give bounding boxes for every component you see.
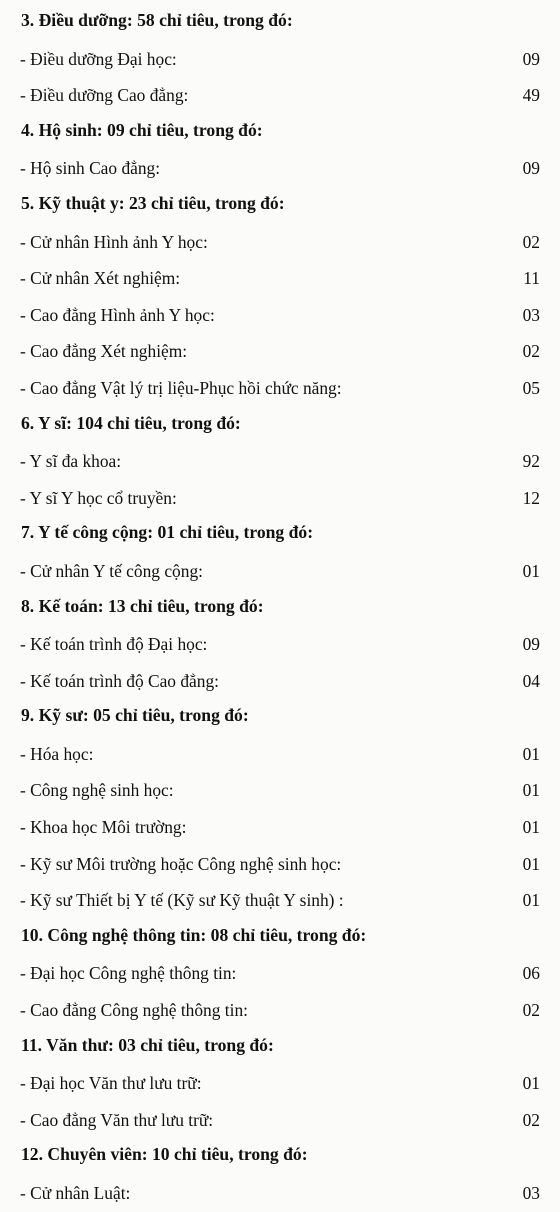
- section-heading-row: [0, 4, 560, 41]
- quota-item-label: - Y sĩ đa khoa:: [20, 451, 122, 472]
- quota-item-row: [0, 955, 560, 992]
- quota-item-row: [0, 41, 560, 78]
- quota-item-label: - Y sĩ Y học cổ truyền:: [20, 487, 177, 508]
- quota-item-label: - Cử nhân Luật:: [20, 1183, 131, 1203]
- section-heading: 11. Văn thư: 03 chỉ tiêu, trong đó:: [21, 1034, 274, 1055]
- quota-item-label: - Cử nhân Y tế công cộng:: [20, 560, 203, 581]
- section-heading-row: [0, 187, 560, 224]
- quota-item-value: 01: [522, 853, 540, 874]
- quota-item-value: 03: [522, 304, 540, 325]
- quota-item-row: [0, 809, 560, 846]
- quota-item-label: - Cử nhân Hình ảnh Y học:: [20, 231, 208, 252]
- quota-item-value: 11: [523, 268, 540, 289]
- section-heading: 5. Kỹ thuật y: 23 chỉ tiêu, trong đó:: [21, 192, 285, 213]
- quota-item-value: 01: [522, 780, 540, 801]
- quota-item-row: [0, 333, 560, 370]
- quota-item-label: - Khoa học Môi trường:: [20, 817, 187, 838]
- quota-item-row: [0, 224, 560, 261]
- quota-item-value: 04: [522, 670, 540, 691]
- section-heading: 6. Y sĩ: 104 chỉ tiêu, trong đó:: [21, 412, 241, 433]
- section-heading: 9. Kỹ sư: 05 chỉ tiêu, trong đó:: [21, 705, 249, 726]
- quota-item-row: [0, 370, 560, 407]
- section-heading-row: [0, 1138, 560, 1175]
- quota-item-row: [0, 150, 560, 187]
- quota-item-value: 03: [522, 1183, 540, 1203]
- quota-item-value: 01: [522, 817, 540, 838]
- quota-item-row: [0, 553, 560, 590]
- section-heading-row: [0, 919, 560, 956]
- quota-item-label: - Cao đẳng Xét nghiệm:: [20, 341, 188, 362]
- section-heading-row: [0, 516, 560, 553]
- quota-item-label: - Kỹ sư Thiết bị Y tế (Kỹ sư Kỹ thuật Y sinh) :: [20, 890, 344, 911]
- quota-item-label: - Kế toán trình độ Cao đẳng:: [20, 670, 219, 691]
- quota-item-label: - Hộ sinh Cao đẳng:: [20, 158, 161, 179]
- section-heading: 8. Kế toán: 13 chỉ tiêu, trong đó:: [21, 595, 264, 616]
- quota-item-label: - Cao đẳng Văn thư lưu trữ:: [20, 1109, 214, 1130]
- quota-item-label: - Cao đẳng Công nghệ thông tin:: [20, 1000, 248, 1021]
- quota-item-row: [0, 480, 560, 517]
- quota-item-label: - Điều dưỡng Đại học:: [20, 48, 177, 69]
- quota-item-row: [0, 772, 560, 809]
- quota-item-value: 02: [522, 341, 540, 362]
- quota-item-value: 09: [522, 158, 540, 179]
- quota-item-value: 01: [522, 1073, 540, 1094]
- quota-item-row: [0, 992, 560, 1029]
- quota-item-value: 09: [522, 48, 540, 69]
- quota-item-value: 01: [522, 743, 540, 764]
- quota-item-row: [0, 1102, 560, 1139]
- document-page: [0, 4, 560, 1212]
- section-heading-row: [0, 699, 560, 736]
- section-heading: 3. Điều dưỡng: 58 chỉ tiêu, trong đó:: [21, 10, 293, 30]
- section-heading: 7. Y tế công cộng: 01 chỉ tiêu, trong đó:: [21, 522, 314, 543]
- section-heading: 10. Công nghệ thông tin: 08 chỉ tiêu, trong đó:: [21, 924, 367, 945]
- section-heading: 12. Chuyên viên: 10 chỉ tiêu, trong đó:: [21, 1144, 308, 1165]
- quota-item-value: 02: [522, 1000, 540, 1021]
- quota-item-row: [0, 626, 560, 663]
- quota-item-label: - Hóa học:: [20, 743, 94, 764]
- quota-item-label: - Kế toán trình độ Đại học:: [20, 634, 208, 655]
- quota-item-value: 02: [522, 231, 540, 252]
- quota-item-value: 09: [522, 634, 540, 655]
- quota-item-row: [0, 260, 560, 297]
- quota-item-row: [0, 443, 560, 480]
- quota-item-label: - Đại học Văn thư lưu trữ:: [20, 1073, 202, 1094]
- quota-item-value: 01: [522, 890, 540, 911]
- section-heading-row: [0, 1029, 560, 1066]
- quota-item-label: - Kỹ sư Môi trường hoặc Công nghệ sinh học:: [20, 853, 342, 874]
- section-heading-row: [0, 407, 560, 444]
- quota-item-value: 01: [522, 560, 540, 581]
- quota-item-value: 92: [522, 451, 540, 472]
- quota-item-row: [0, 663, 560, 700]
- quota-item-value: 12: [522, 487, 540, 508]
- quota-item-label: - Công nghệ sinh học:: [20, 780, 174, 801]
- section-heading: 4. Hộ sinh: 09 chỉ tiêu, trong đó:: [21, 119, 263, 140]
- quota-item-label: - Đại học Công nghệ thông tin:: [20, 963, 237, 984]
- quota-item-label: - Điều dưỡng Cao đẳng:: [20, 85, 189, 106]
- quota-item-label: - Cao đẳng Hình ảnh Y học:: [20, 304, 215, 325]
- quota-item-value: 02: [522, 1109, 540, 1130]
- section-heading-row: [0, 114, 560, 151]
- quota-item-row: [0, 77, 560, 114]
- quota-item-row: [0, 1175, 560, 1212]
- quota-item-value: 06: [522, 963, 540, 984]
- quota-item-row: [0, 882, 560, 919]
- quota-item-label: - Cử nhân Xét nghiệm:: [20, 268, 181, 289]
- quota-item-label: - Cao đẳng Vật lý trị liệu-Phục hồi chức năng:: [20, 377, 342, 398]
- quota-item-value: 49: [522, 85, 540, 106]
- section-heading-row: [0, 590, 560, 627]
- quota-item-row: [0, 297, 560, 334]
- quota-item-value: 05: [522, 377, 540, 398]
- quota-item-row: [0, 736, 560, 773]
- quota-item-row: [0, 846, 560, 883]
- quota-item-row: [0, 1065, 560, 1102]
